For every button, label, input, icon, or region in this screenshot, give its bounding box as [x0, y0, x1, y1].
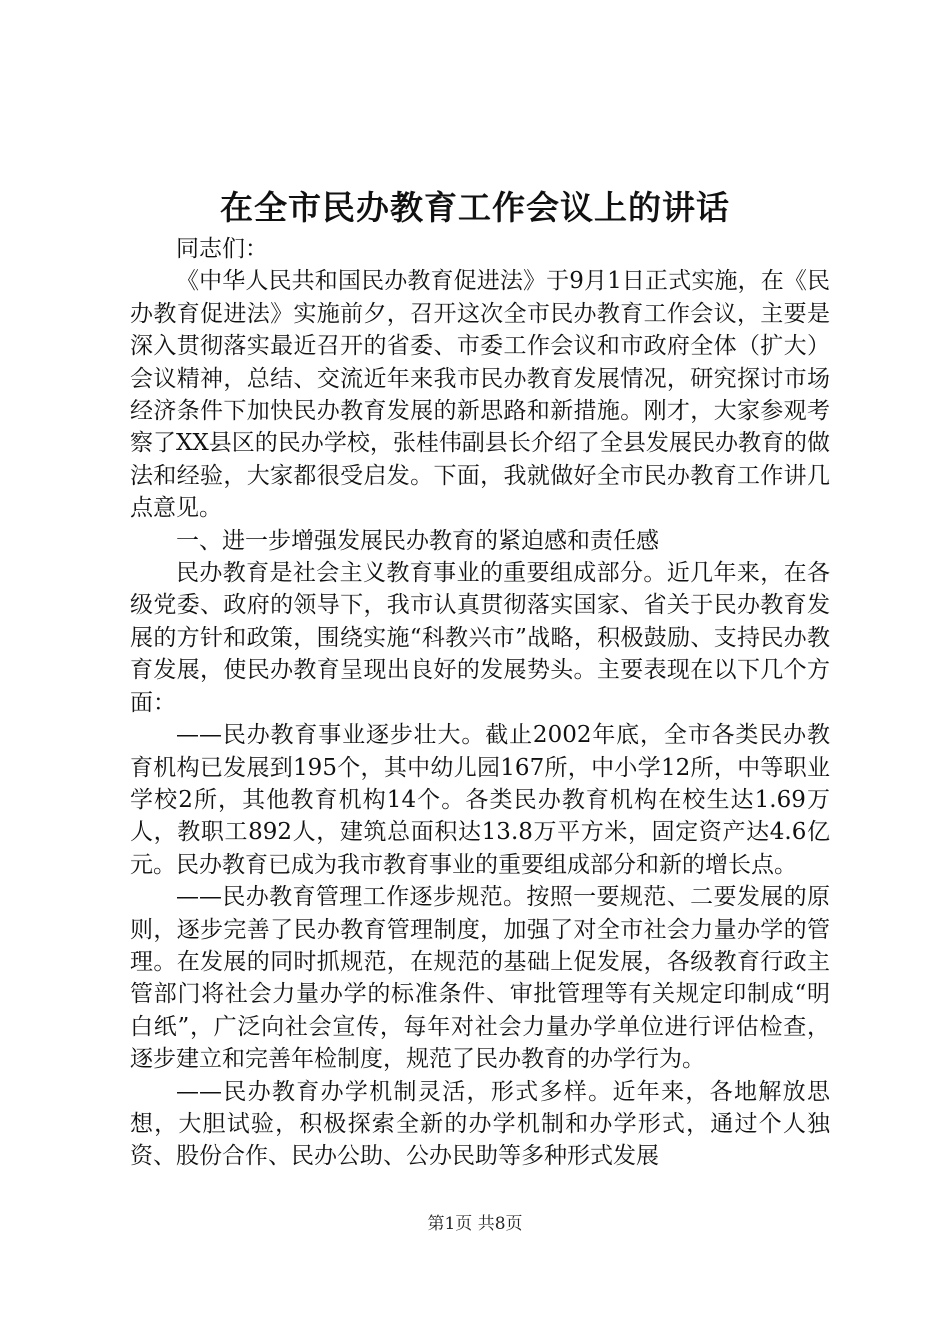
page-number-footer: 第1页 共8页 [427, 1214, 523, 1234]
body-paragraph: ——民办教育管理工作逐步规范。按照一要规范、二要发展的原则，逐步完善了民办教育管理制度，加强了对全市社会力量办学的管理。在发展的同时抓规范，在规范的基础上促发展，各级教育行政主管部门将社会力量办学的标准条件、审批管理等有关规定印制成“明白纸”，广泛向社会宣传，每年对社会力量办学单位进行评估检查，逐步建立和完善年检制度，规范了民办教育的办学行为。 [130, 884, 830, 1073]
body-paragraph: ——民办教育办学机制灵活，形式多样。近年来，各地解放思想，大胆试验，积极探索全新的办学机制和办学形式，通过个人独资、股份合作、民办公助、公办民助等多种形式发展 [130, 1078, 830, 1170]
document-title: 在全市民办教育工作会议上的讲话 [220, 188, 730, 227]
intro-paragraph: 《中华人民共和国民办教育促进法》于9月1日正式实施，在《民办教育促进法》实施前夕，召开这次全市民办教育工作会议，主要是深入贯彻落实最近召开的省委、市委工作会议和市政府全体（扩大）会议精神，总结、交流近年来我市民办教育发展情况，研究探讨市场经济条件下加快民办教育发展的新思路和新措施。刚才，大家参观考察了XX县区的民办学校，张桂伟副县长介绍了全县发展民办教育的做法和经验，大家都很受启发。下面，我就做好全市民办教育工作讲几点意见。 [130, 268, 830, 522]
body-paragraph: 民办教育是社会主义教育事业的重要组成部分。近几年来，在各级党委、政府的领导下，我市认真贯彻落实国家、省关于民办教育发展的方针和政策，围绕实施“科教兴市”战略，积极鼓励、支持民办教育发展，使民办教育呈现出良好的发展势头。主要表现在以下几个方面： [130, 560, 830, 716]
section-heading: 一、进一步增强发展民办教育的紧迫感和责任感 [176, 527, 659, 554]
salutation-paragraph: 同志们： [176, 236, 268, 262]
body-paragraph: ——民办教育事业逐步壮大。截止2002年底，全市各类民办教育机构已发展到195个，其中幼儿园167所，中小学12所，中等职业学校2所，其他教育机构14个。各类民办教育机构在校生达1.69万人，教职工892人，建筑总面积达13.8万平方米，固定资产达4.6亿元。民办教育已成为我市教育事业的重要组成部分和新的增长点。 [130, 722, 830, 878]
document-body [130, 233, 830, 1173]
